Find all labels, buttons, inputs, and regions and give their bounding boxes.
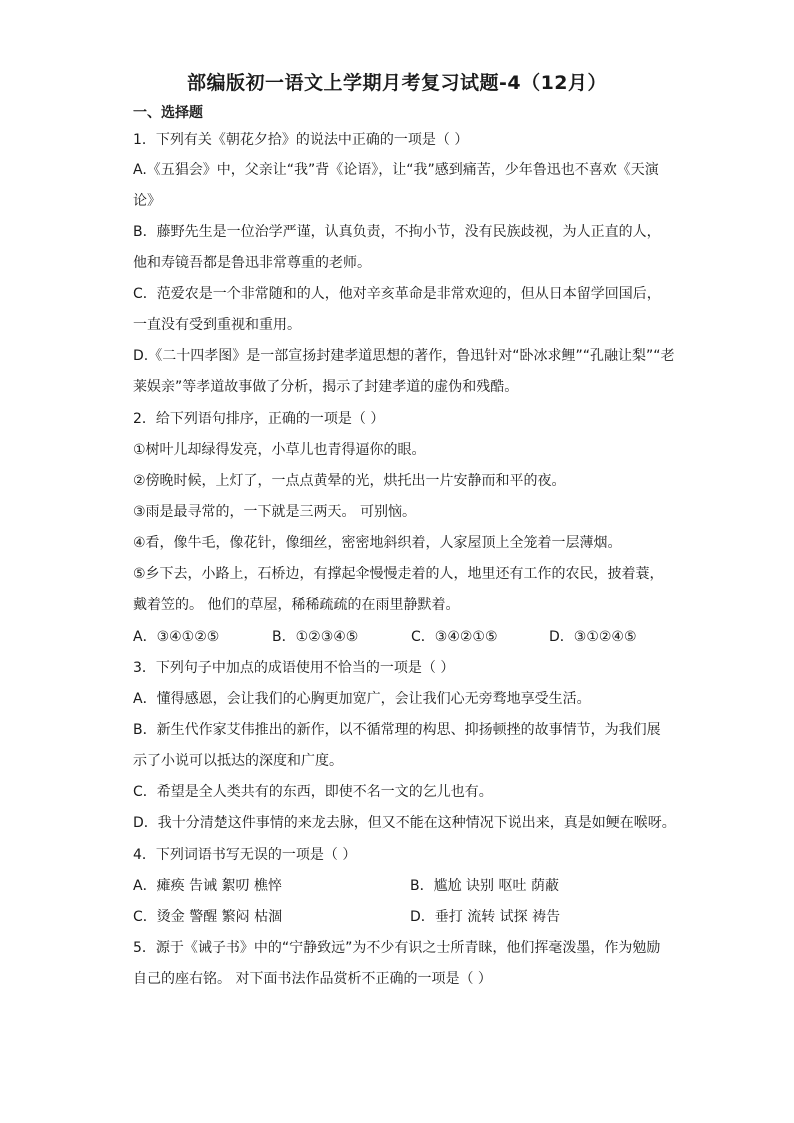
q2-sentence-3: ③雨是最寻常的，一下就是三两天。 可别恼。 bbox=[133, 504, 416, 520]
q1-option-d: D.《二十四孝图》是一部宣扬封建孝道思想的著作，鲁迅针对“卧冰求鲤”“孔融让梨”“老 bbox=[133, 348, 675, 364]
question-2-stem: 2．给下列语句排序，正确的一项是（ ） bbox=[133, 411, 385, 427]
q4-option-d: D．垂打 流转 试探 祷告 bbox=[410, 909, 561, 925]
q4-option-c: C．烫金 警醒 繁闷 枯涸 bbox=[133, 909, 283, 925]
q3-option-a: A．懂得感恩，会让我们的心胸更加宽广，会让我们心无旁骛地享受生活。 bbox=[133, 691, 591, 707]
q2-sentence-5-cont: 戴着笠的。 他们的草屋，稀稀疏疏的在雨里静默着。 bbox=[133, 597, 460, 613]
section-heading: 一、选择题 bbox=[133, 105, 203, 121]
q2-option-d: D．③①②④⑤ bbox=[549, 629, 637, 645]
q2-sentence-4: ④看，像牛毛，像花针，像细丝，密密地斜织着，人家屋顶上全笼着一层薄烟。 bbox=[133, 535, 622, 551]
q2-sentence-2: ②傍晚时候，上灯了，一点点黄晕的光，烘托出一片安静而和平的夜。 bbox=[133, 473, 566, 489]
q1-option-b: B．藤野先生是一位治学严谨，认真负责，不拘小节，没有民族歧视，为人正直的人， bbox=[133, 224, 661, 240]
question-5-stem: 5．源于《诫子书》中的“宁静致远”为不少有识之士所青睐，他们挥毫泼墨，作为勉励 bbox=[133, 940, 661, 956]
question-4-stem: 4．下列词语书写无误的一项是（ ） bbox=[133, 847, 357, 863]
question-3-stem: 3．下列句子中加点的成语使用不恰当的一项是（ ） bbox=[133, 660, 455, 676]
q2-option-a: A．③④①②⑤ bbox=[133, 629, 220, 645]
page-title: 部编版初一语文上学期月考复习试题-4（12月） bbox=[186, 72, 608, 94]
q2-option-b: B．①②③④⑤ bbox=[272, 629, 359, 645]
q1-option-d-cont: 莱娱亲”等孝道故事做了分析，揭示了封建孝道的虚伪和残酷。 bbox=[133, 379, 519, 395]
q3-option-d: D．我十分清楚这件事情的来龙去脉，但又不能在这种情况下说出来，真是如鲠在喉呀。 bbox=[133, 815, 676, 831]
q3-option-b-cont: 示了小说可以抵达的深度和广度。 bbox=[133, 753, 343, 769]
q4-option-a: A．瘫痪 告诫 絮叨 樵悴 bbox=[133, 878, 282, 894]
q4-option-b: B．尴尬 诀别 呕吐 荫蔽 bbox=[410, 878, 559, 894]
q1-option-c: C．范爱农是一个非常随和的人，他对辛亥革命是非常欢迎的，但从日本留学回国后， bbox=[133, 286, 661, 302]
q1-option-b-cont: 他和寿镜吾都是鲁迅非常尊重的老师。 bbox=[133, 255, 371, 271]
question-1-stem: 1．下列有关《朝花夕拾》的说法中正确的一项是（ ） bbox=[133, 132, 469, 148]
q3-option-b: B．新生代作家艾伟推出的新作，以不循常理的构思、抑扬顿挫的故事情节，为我们展 bbox=[133, 722, 661, 738]
question-5-stem-cont: 自己的座右铭。 对下面书法作品赏析不正确的一项是（ ） bbox=[133, 971, 492, 987]
q2-sentence-5: ⑤乡下去，小路上，石桥边，有撑起伞慢慢走着的人，地里还有工作的农民，披着蓑， bbox=[133, 566, 664, 582]
q2-sentence-1: ①树叶儿却绿得发亮，小草儿也青得逼你的眼。 bbox=[133, 442, 426, 458]
q2-option-c: C．③④②①⑤ bbox=[411, 629, 498, 645]
q1-option-a-cont: 论》 bbox=[133, 193, 161, 209]
q1-option-a: A.《五猖会》中，父亲让“我”背《论语》，让“我”感到痛苦，少年鲁迅也不喜欢《天演 bbox=[133, 162, 659, 178]
q1-option-c-cont: 一直没有受到重视和重用。 bbox=[133, 317, 301, 333]
q3-option-c: C．希望是全人类共有的东西，即使不名一文的乞儿也有。 bbox=[133, 784, 493, 800]
